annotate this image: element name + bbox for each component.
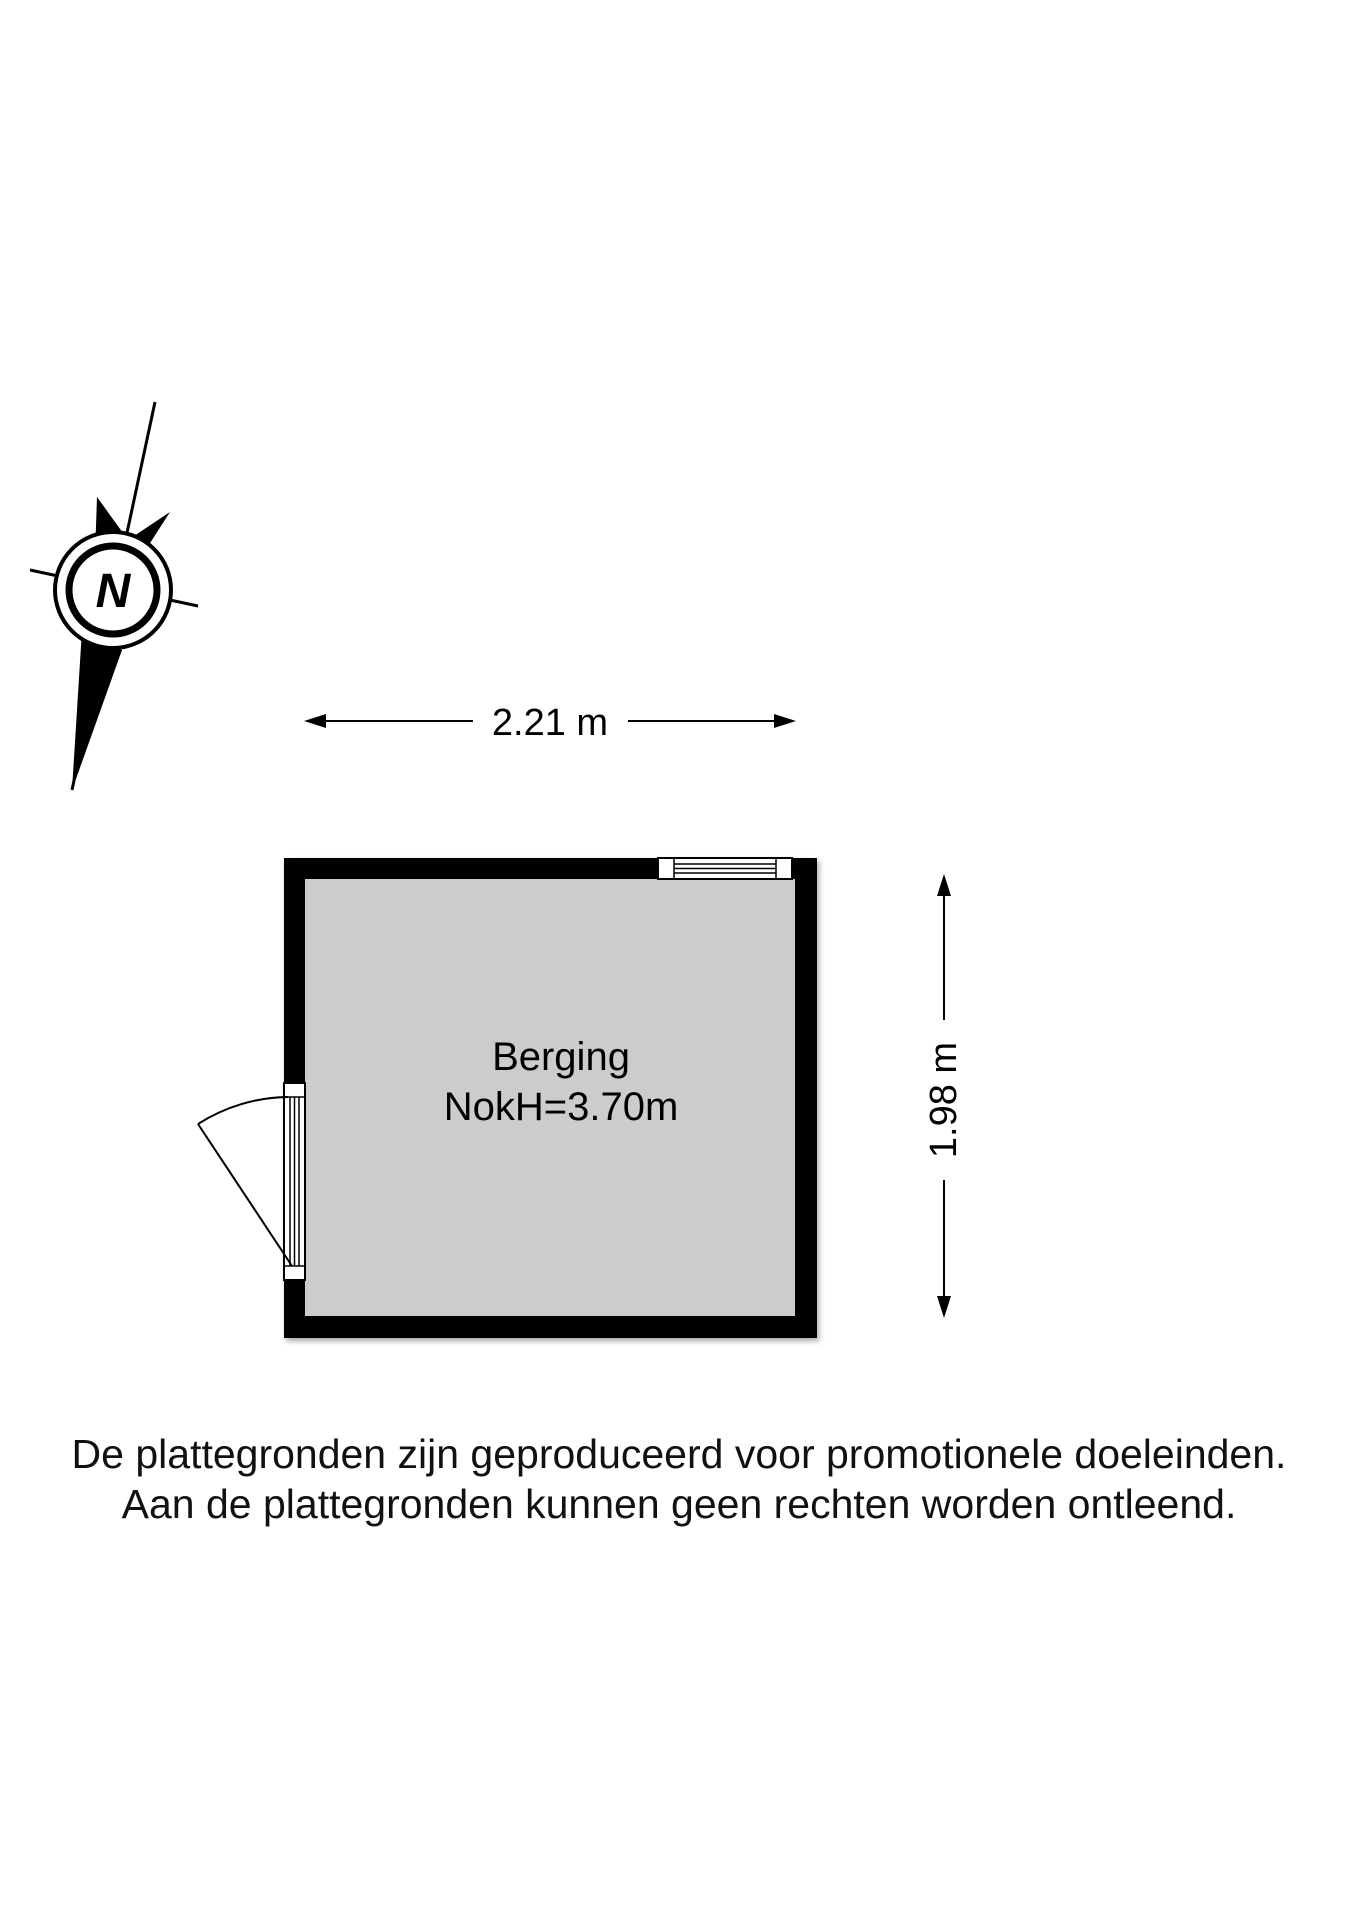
north-arrow-icon: [30, 402, 198, 790]
door-swing-arc: [198, 1097, 288, 1124]
room-name: Berging: [492, 1035, 630, 1079]
door-leaf: [198, 1124, 292, 1266]
disclaimer-line-1: De plattegronden zijn geproduceerd voor promotionele doeleinden.: [71, 1431, 1287, 1477]
north-label: N: [95, 565, 131, 618]
door-left: [198, 1083, 305, 1280]
depth-label: 1.98 m: [923, 1041, 965, 1159]
width-label: 2.21 m: [491, 702, 609, 744]
window-top: [658, 858, 792, 879]
depth-dimension: [923, 874, 965, 1318]
room-ridge-height: NokH=3.70m: [443, 1085, 679, 1129]
width-dimension: [304, 702, 796, 744]
disclaimer-line-2: Aan de plattegronden kunnen geen rechten worden ontleend.: [121, 1481, 1237, 1527]
